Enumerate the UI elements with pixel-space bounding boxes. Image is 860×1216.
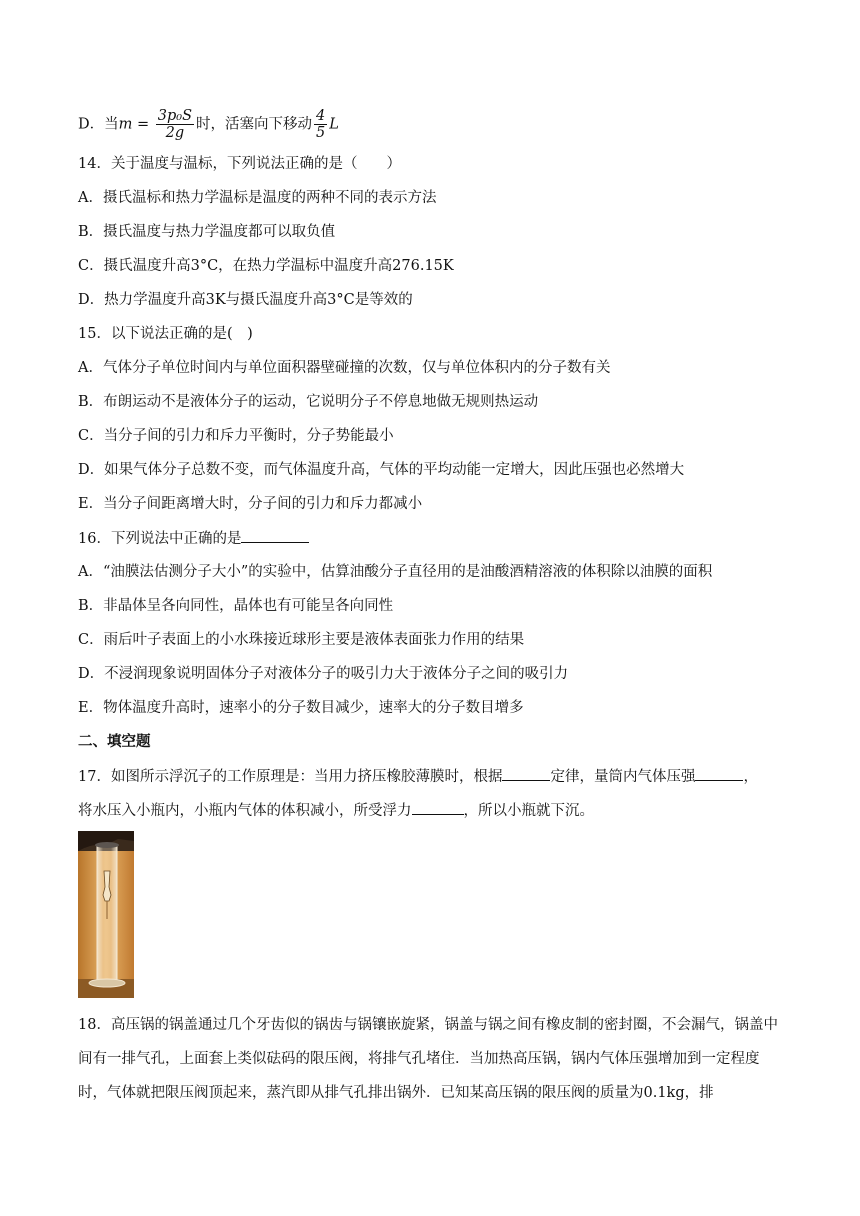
q17-text-part4: 将水压入小瓶内，小瓶内气体的体积减小，所受浮力 (78, 803, 412, 819)
answer-blank-1[interactable] (502, 766, 550, 781)
q18-text: 18．高压锅的锅盖通过几个牙齿似的锅齿与锅镶嵌旋紧，锅盖与锅之间有橡皮制的密封圈，不会漏气，锅盖中间有一排气孔，上面套上类似砝码的限压阀，将排气孔堵住．当加热高压锅，锅内气体压强增加到一定程度时，气体就把限压阀顶起来，蒸汽即从排气孔排出锅外．已知某高压锅的限压阀的质量为0.1kg，排 (78, 1017, 778, 1101)
q14-option-c: C．摄氏温度升高3°C，在热力学温标中温度升高276.15K (78, 258, 454, 274)
q17-text-part3: ， (743, 769, 758, 785)
answer-blank-3[interactable] (412, 800, 464, 815)
q13-option-d (78, 108, 339, 141)
q15-option-d: D．如果气体分子总数不变，而气体温度升高，气体的平均动能一定增大，因此压强也必然增大 (78, 462, 685, 478)
section-title: 二、填空题 (78, 734, 151, 750)
q16-option-e: E．物体温度升高时，速率小的分子数目减少，速率大的分子数目增多 (78, 700, 524, 716)
math-l: L (329, 116, 339, 133)
cartesian-diver-photo (78, 831, 134, 998)
q17-text-part1: 17．如图所示浮沉子的工作原理是：当用力挤压橡胶薄膜时，根据 (78, 769, 503, 785)
q16-stem-text: 16．下列说法中正确的是 (78, 531, 242, 547)
answer-blank-2[interactable] (695, 766, 743, 781)
math-equals: = (132, 116, 154, 133)
fraction-3p0s-over-2g (156, 108, 194, 141)
math-m: m (118, 116, 133, 133)
q15-option-a: A．气体分子单位时间内与单位面积器壁碰撞的次数，仅与单位体积内的分子数有关 (78, 360, 611, 376)
q15-option-c: C．当分子间的引力和斥力平衡时，分子势能最小 (78, 428, 394, 444)
q17-line1 (78, 766, 758, 787)
q13-option-d-text: 时，活塞向下移动 (196, 116, 313, 133)
q13-option-d-label: D．当 (78, 116, 119, 133)
answer-blank[interactable] (241, 528, 309, 543)
q17-text-part5: ，所以小瓶就下沉。 (463, 803, 594, 819)
q16-option-a: A．“油膜法估测分子大小”的实验中，估算油酸分子直径用的是油酸酒精溶液的体积除以油膜的面积 (78, 564, 713, 580)
q15-option-b: B．布朗运动不是液体分子的运动，它说明分子不停息地做无规则热运动 (78, 394, 539, 410)
fraction-numerator: 4 (316, 108, 326, 124)
fraction-numerator: 3p₀S (157, 108, 193, 124)
fraction-4-over-5 (314, 108, 327, 141)
q15-option-e: E．当分子间距离增大时，分子间的引力和斥力都减小 (78, 496, 423, 512)
q16-option-c: C．雨后叶子表面上的小水珠接近球形主要是液体表面张力作用的结果 (78, 632, 525, 648)
q17-line2 (78, 800, 594, 821)
q17-text-part2: 定律，量筒内气体压强 (550, 769, 696, 785)
q15-stem: 15．以下说法正确的是( ) (78, 326, 253, 342)
q14-option-b: B．摄氏温度与热力学温度都可以取负值 (78, 224, 336, 240)
q14-option-d: D．热力学温度升高3K与摄氏温度升高3°C是等效的 (78, 292, 413, 308)
q16-option-b: B．非晶体呈各向同性，晶体也有可能呈各向同性 (78, 598, 394, 614)
fraction-denominator: 5 (316, 125, 326, 141)
q14-stem: 14．关于温度与温标，下列说法正确的是（ ） (78, 156, 401, 172)
fraction-denominator: 2g (165, 125, 185, 141)
q16-stem (78, 528, 309, 549)
q14-option-a: A．摄氏温标和热力学温标是温度的两种不同的表示方法 (78, 190, 437, 206)
q16-option-d: D．不浸润现象说明固体分子对液体分子的吸引力大于液体分子之间的吸引力 (78, 666, 569, 682)
